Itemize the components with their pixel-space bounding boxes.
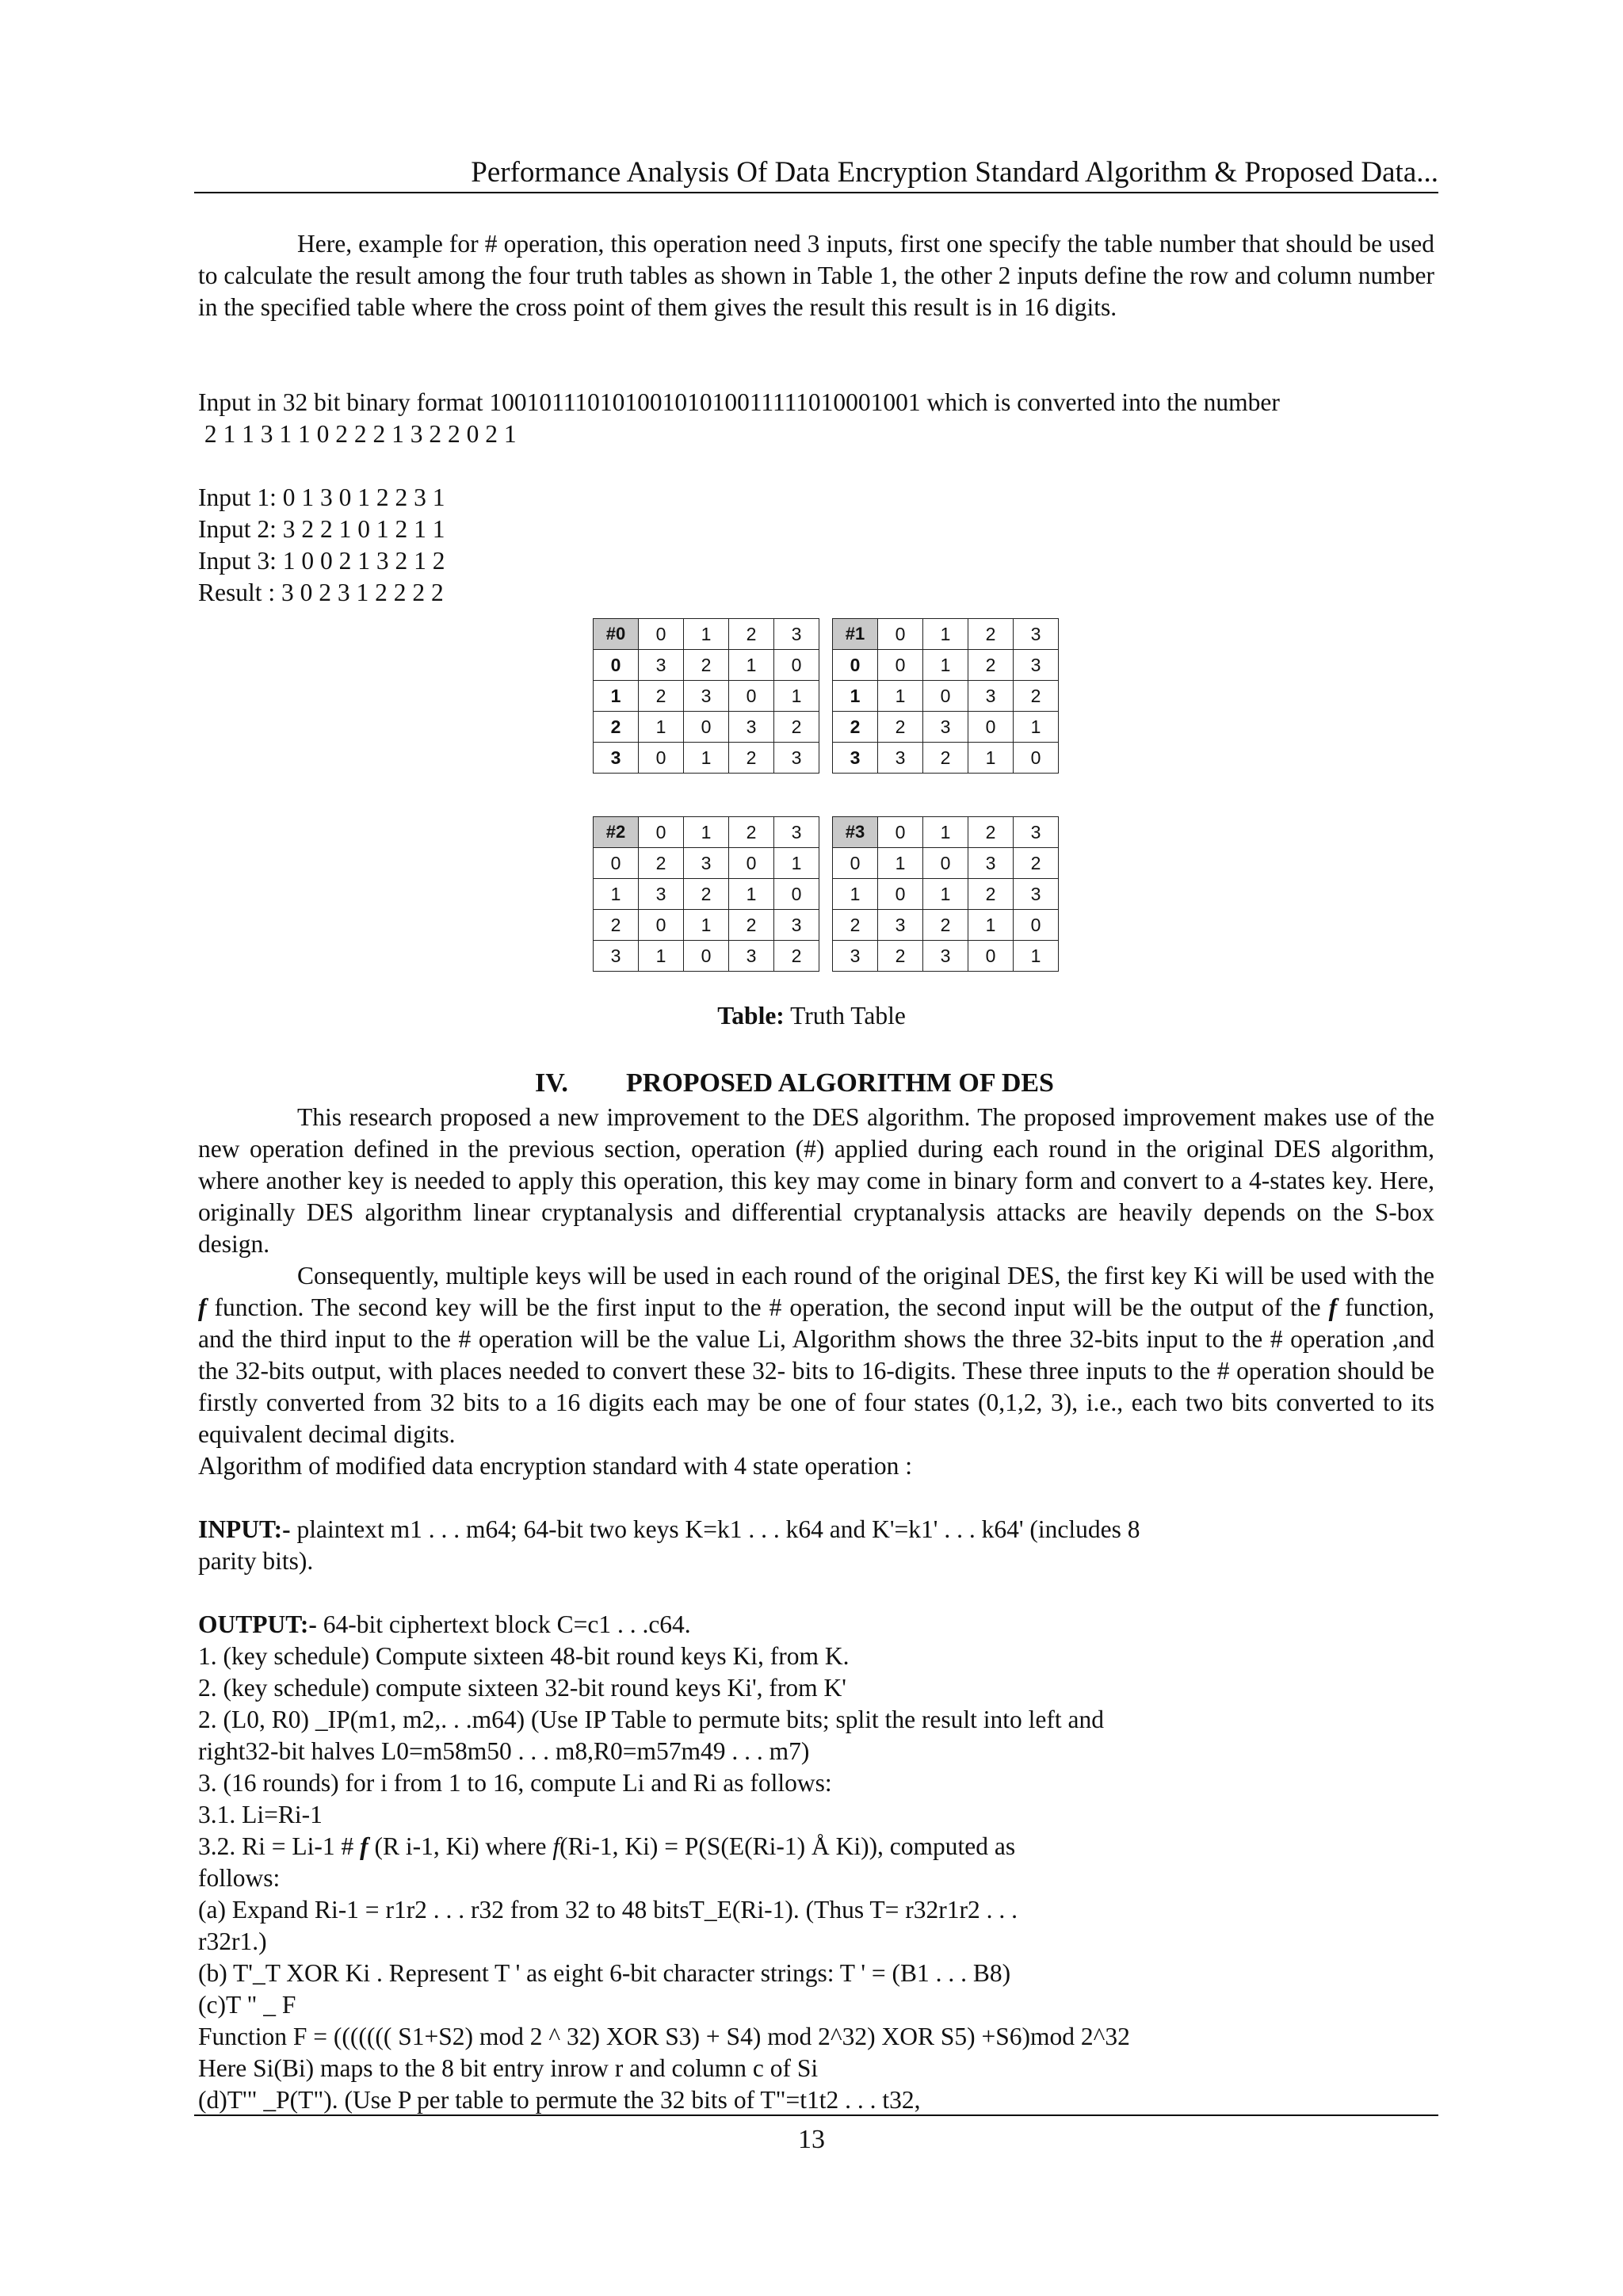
truth-table-row-header: 3 (833, 941, 878, 972)
truth-table-row-header: 1 (833, 681, 878, 712)
truth-table-2 (593, 816, 819, 972)
truth-table-cell: 0 (968, 712, 1014, 743)
truth-table-cell: 0 (684, 941, 729, 972)
algorithm-input-line (198, 1514, 1434, 1545)
truth-table-cell: 0 (923, 681, 968, 712)
input-label: INPUT:- (198, 1515, 291, 1543)
truth-table-row-header: 2 (833, 910, 878, 941)
f-function-symbol: f (552, 1832, 560, 1860)
truth-table-column-header: 2 (729, 619, 774, 650)
truth-table-cell: 1 (923, 879, 968, 910)
p2-text-b: function. The second key will be the first input to the # operation, the second input will be the output of the (206, 1293, 1329, 1321)
truth-table-row (594, 681, 819, 712)
truth-table-row (594, 743, 819, 774)
algorithm-step: follows: (198, 1864, 281, 1892)
truth-table-cell: 1 (639, 941, 684, 972)
algorithm-step: 3. (16 rounds) for i from 1 to 16, compute Li and Ri as follows: (198, 1769, 832, 1797)
truth-table-cell: 2 (729, 743, 774, 774)
truth-table-cell: 2 (774, 712, 819, 743)
truth-table-cell: 3 (1014, 879, 1059, 910)
truth-table-label: #1 (833, 619, 878, 650)
truth-table-row (594, 650, 819, 681)
header-rule (194, 192, 1438, 193)
truth-table-cell: 1 (878, 681, 923, 712)
truth-table-cell: 1 (774, 848, 819, 879)
truth-table-cell: 0 (1014, 743, 1059, 774)
section-paragraph-2 (198, 1260, 1434, 1450)
result-line: Result : 3 0 2 3 1 2 2 2 2 (198, 579, 444, 606)
truth-table-row-header: 1 (594, 879, 639, 910)
input-text: plaintext m1 . . . m64; 64-bit two keys K=k1 . . . k64 and K'=k1' . . . k64' (includes 8 (290, 1515, 1140, 1543)
truth-table-cell: 3 (774, 743, 819, 774)
truth-table-row-header: 0 (594, 848, 639, 879)
truth-table-cell: 2 (1014, 848, 1059, 879)
truth-table-cell: 2 (923, 910, 968, 941)
truth-table-cell: 2 (968, 879, 1014, 910)
section-title: PROPOSED ALGORITHM OF DES (626, 1068, 1054, 1098)
algorithm-substep: Here Si(Bi) maps to the 8 bit entry inrow r and column c of Si (198, 2054, 819, 2082)
truth-table-cell: 2 (968, 650, 1014, 681)
f-function-symbol: f (198, 1293, 207, 1321)
step-text-b: (R i-1, Ki) where (368, 1832, 553, 1860)
truth-table-cell: 3 (878, 743, 923, 774)
truth-table-column-header: 0 (878, 619, 923, 650)
truth-table-cell: 1 (968, 743, 1014, 774)
truth-table-column-header: 2 (968, 817, 1014, 848)
converted-number-line: 2 1 1 3 1 1 0 2 2 2 1 3 2 2 0 2 1 (198, 420, 517, 448)
truth-table-cell: 0 (923, 848, 968, 879)
truth-table-cell: 1 (639, 712, 684, 743)
truth-table-cell: 3 (1014, 650, 1059, 681)
truth-table-row (833, 743, 1059, 774)
algorithm-output-line (198, 1609, 1434, 1641)
truth-table-cell: 0 (774, 879, 819, 910)
table-caption (0, 1000, 1623, 1032)
truth-table-row (594, 879, 819, 910)
truth-table-header-row (833, 817, 1059, 848)
algorithm-step: 3.1. Li=Ri-1 (198, 1801, 323, 1828)
truth-table-row-header: 3 (833, 743, 878, 774)
truth-table-cell: 0 (729, 681, 774, 712)
f-function-symbol: f (1328, 1293, 1338, 1321)
truth-table-cell: 3 (684, 681, 729, 712)
truth-table-column-header: 1 (684, 817, 729, 848)
truth-table-row-header: 0 (833, 650, 878, 681)
table-caption-text: Truth Table (784, 1002, 906, 1030)
truth-table-row (594, 941, 819, 972)
truth-table-cell: 3 (774, 910, 819, 941)
truth-table-row (833, 681, 1059, 712)
truth-table-cell: 2 (639, 681, 684, 712)
truth-table-row (833, 910, 1059, 941)
truth-table-column-header: 3 (1014, 619, 1059, 650)
truth-table-cell: 0 (729, 848, 774, 879)
truth-table-cell: 0 (1014, 910, 1059, 941)
truth-table-column-header: 2 (729, 817, 774, 848)
truth-table-row (833, 712, 1059, 743)
binary-input-line: Input in 32 bit binary format 10010111010100101010011111010001001 which is converted into the number (198, 388, 1280, 416)
truth-table-row-header: 3 (594, 941, 639, 972)
truth-table-cell: 1 (729, 650, 774, 681)
truth-table-column-header: 0 (639, 817, 684, 848)
truth-table-row (833, 941, 1059, 972)
truth-table-cell: 3 (684, 848, 729, 879)
truth-table-column-header: 0 (878, 817, 923, 848)
truth-table-cell: 0 (639, 743, 684, 774)
algorithm-substep: (b) T'_T XOR Ki . Represent T ' as eight 6-bit character strings: T ' = (B1 . . . B8) (198, 1959, 1011, 1987)
algorithm-substep: Function F = ((((((( S1+S2) mod 2 ^ 32) XOR S3) + S4) mod 2^32) XOR S5) +S6)mod 2^32 (198, 2023, 1130, 2050)
output-text: 64-bit ciphertext block C=c1 . . .c64. (316, 1610, 691, 1638)
truth-table-cell: 2 (923, 743, 968, 774)
truth-table-row (594, 712, 819, 743)
algorithm-substep: (d)T'" _P(T"). (Use P per table to permute the 32 bits of T"=t1t2 . . . t32, (198, 2086, 921, 2114)
truth-table-cell: 0 (878, 879, 923, 910)
running-header: Performance Analysis Of Data Encryption Standard Algorithm & Proposed Data... (471, 156, 1438, 189)
page-number: 13 (798, 2125, 825, 2154)
algorithm-step: right32-bit halves L0=m58m50 . . . m8,R0=m57m49 . . . m7) (198, 1737, 810, 1765)
truth-table-header-row (594, 817, 819, 848)
table-caption-label: Table: (717, 1002, 785, 1030)
output-label: OUTPUT:- (198, 1610, 317, 1638)
truth-table-column-header: 3 (774, 817, 819, 848)
truth-table-cell: 0 (878, 650, 923, 681)
truth-table-label: #0 (594, 619, 639, 650)
truth-table-cell: 0 (639, 910, 684, 941)
truth-table-cell: 0 (684, 712, 729, 743)
truth-table-cell: 1 (774, 681, 819, 712)
truth-table-column-header: 1 (923, 817, 968, 848)
truth-table-1 (832, 618, 1059, 774)
section-paragraph-1: This research proposed a new improvement to the DES algorithm. The proposed improvement makes use of the new operation defined in the previous section, operation (#) applied during each round in the original DES algorithm, where another key is needed to apply this operation, this key may come in binary form and convert to a 4-states key. Here, originally DES algorithm linear cryptanalysis and differential cryptanalysis attacks are heavily depends on the S-box design. (198, 1103, 1434, 1258)
truth-table-row-header: 2 (594, 910, 639, 941)
p2-text-a: Consequently, multiple keys will be used in each round of the original DES, the first key Ki will be used with the (297, 1262, 1434, 1289)
algorithm-substep: (a) Expand Ri-1 = r1r2 . . . r32 from 32 to 48 bitsT_E(Ri-1). (Thus T= r32r1r2 . . . (198, 1896, 1018, 1924)
algorithm-input-line-2: parity bits). (198, 1547, 314, 1575)
truth-table-cell: 2 (684, 650, 729, 681)
truth-table-cell: 3 (729, 712, 774, 743)
truth-table-row-header: 0 (833, 848, 878, 879)
truth-table-column-header: 3 (774, 619, 819, 650)
truth-table-cell: 3 (968, 848, 1014, 879)
algorithm-step-3-2 (198, 1831, 1434, 1862)
truth-table-cell: 3 (729, 941, 774, 972)
input-2-line: Input 2: 3 2 2 1 0 1 2 1 1 (198, 515, 445, 543)
truth-table-column-header: 2 (968, 619, 1014, 650)
truth-table-row (594, 910, 819, 941)
intro-paragraph: Here, example for # operation, this operation need 3 inputs, first one specify the table number that should be used to calculate the result among the four truth tables as shown in Table 1, the other 2 inputs define the row and column number in the specified table where the cross point of them gives the result this result is in 16 digits. (198, 230, 1434, 321)
truth-table-cell: 1 (729, 879, 774, 910)
truth-table-row-header: 2 (833, 712, 878, 743)
truth-table-cell: 3 (639, 879, 684, 910)
truth-table-cell: 3 (923, 712, 968, 743)
truth-table-cell: 3 (639, 650, 684, 681)
truth-table-cell: 2 (729, 910, 774, 941)
truth-table-row (833, 848, 1059, 879)
truth-table-cell: 2 (1014, 681, 1059, 712)
algorithm-step: 2. (key schedule) compute sixteen 32-bit round keys Ki', from K' (198, 1674, 846, 1702)
truth-table-cell: 2 (684, 879, 729, 910)
algorithm-step: 1. (key schedule) Compute sixteen 48-bit round keys Ki, from K. (198, 1642, 850, 1670)
truth-table-0 (593, 618, 819, 774)
truth-table-cell: 3 (878, 910, 923, 941)
f-function-symbol: f (360, 1832, 369, 1860)
truth-table-cell: 0 (968, 941, 1014, 972)
truth-table-header-row (833, 619, 1059, 650)
truth-table-cell: 1 (878, 848, 923, 879)
truth-table-column-header: 0 (639, 619, 684, 650)
truth-table-cell: 2 (878, 712, 923, 743)
step-text-c: (Ri-1, Ki) = P(S(E(Ri-1) Å Ki)), computed as (559, 1832, 1016, 1860)
truth-table-cell: 1 (968, 910, 1014, 941)
truth-table-row-header: 2 (594, 712, 639, 743)
truth-table-3 (832, 816, 1059, 972)
section-number: IV. (535, 1068, 568, 1098)
input-3-line: Input 3: 1 0 0 2 1 3 2 1 2 (198, 547, 445, 575)
truth-table-row-header: 1 (833, 879, 878, 910)
truth-table-cell: 2 (639, 848, 684, 879)
truth-table-column-header: 1 (684, 619, 729, 650)
truth-table-header-row (594, 619, 819, 650)
truth-table-cell: 1 (1014, 941, 1059, 972)
truth-table-cell: 0 (774, 650, 819, 681)
truth-table-cell: 2 (878, 941, 923, 972)
truth-table-label: #3 (833, 817, 878, 848)
truth-table-row-header: 0 (594, 650, 639, 681)
truth-table-row (833, 650, 1059, 681)
truth-table-cell: 3 (923, 941, 968, 972)
truth-table-column-header: 1 (923, 619, 968, 650)
truth-table-cell: 2 (774, 941, 819, 972)
algorithm-substep: r32r1.) (198, 1927, 267, 1955)
truth-table-cell: 3 (968, 681, 1014, 712)
truth-table-row (833, 879, 1059, 910)
truth-table-label: #2 (594, 817, 639, 848)
truth-table-row (594, 848, 819, 879)
step-text-a: 3.2. Ri = Li-1 # (198, 1832, 361, 1860)
footer-rule (194, 2115, 1438, 2116)
truth-table-cell: 1 (1014, 712, 1059, 743)
algorithm-substep: (c)T " _ F (198, 1991, 296, 2019)
input-1-line: Input 1: 0 1 3 0 1 2 2 3 1 (198, 483, 445, 511)
algorithm-intro-line: Algorithm of modified data encryption standard with 4 state operation : (198, 1452, 913, 1480)
truth-table-row-header: 3 (594, 743, 639, 774)
algorithm-step: 2. (L0, R0) _IP(m1, m2,. . .m64) (Use IP Table to permute bits; split the result into left and (198, 1706, 1105, 1733)
truth-table-cell: 1 (684, 743, 729, 774)
truth-table-row-header: 1 (594, 681, 639, 712)
p2-text-c: function, and the third input to the # operation will be the value Li, Algorithm shows the three 32-bits input to the # operation ,and the 32-bits output, with places needed to convert these 32- bits to 16-digits. These three inputs to the # operation should be firstly converted from 32 bits to a 16 digits each may be one of four states (0,1,2, 3), i.e., each two bits converted to its equivalent decimal digits. (198, 1293, 1434, 1448)
truth-table-cell: 1 (923, 650, 968, 681)
truth-table-column-header: 3 (1014, 817, 1059, 848)
truth-table-cell: 1 (684, 910, 729, 941)
